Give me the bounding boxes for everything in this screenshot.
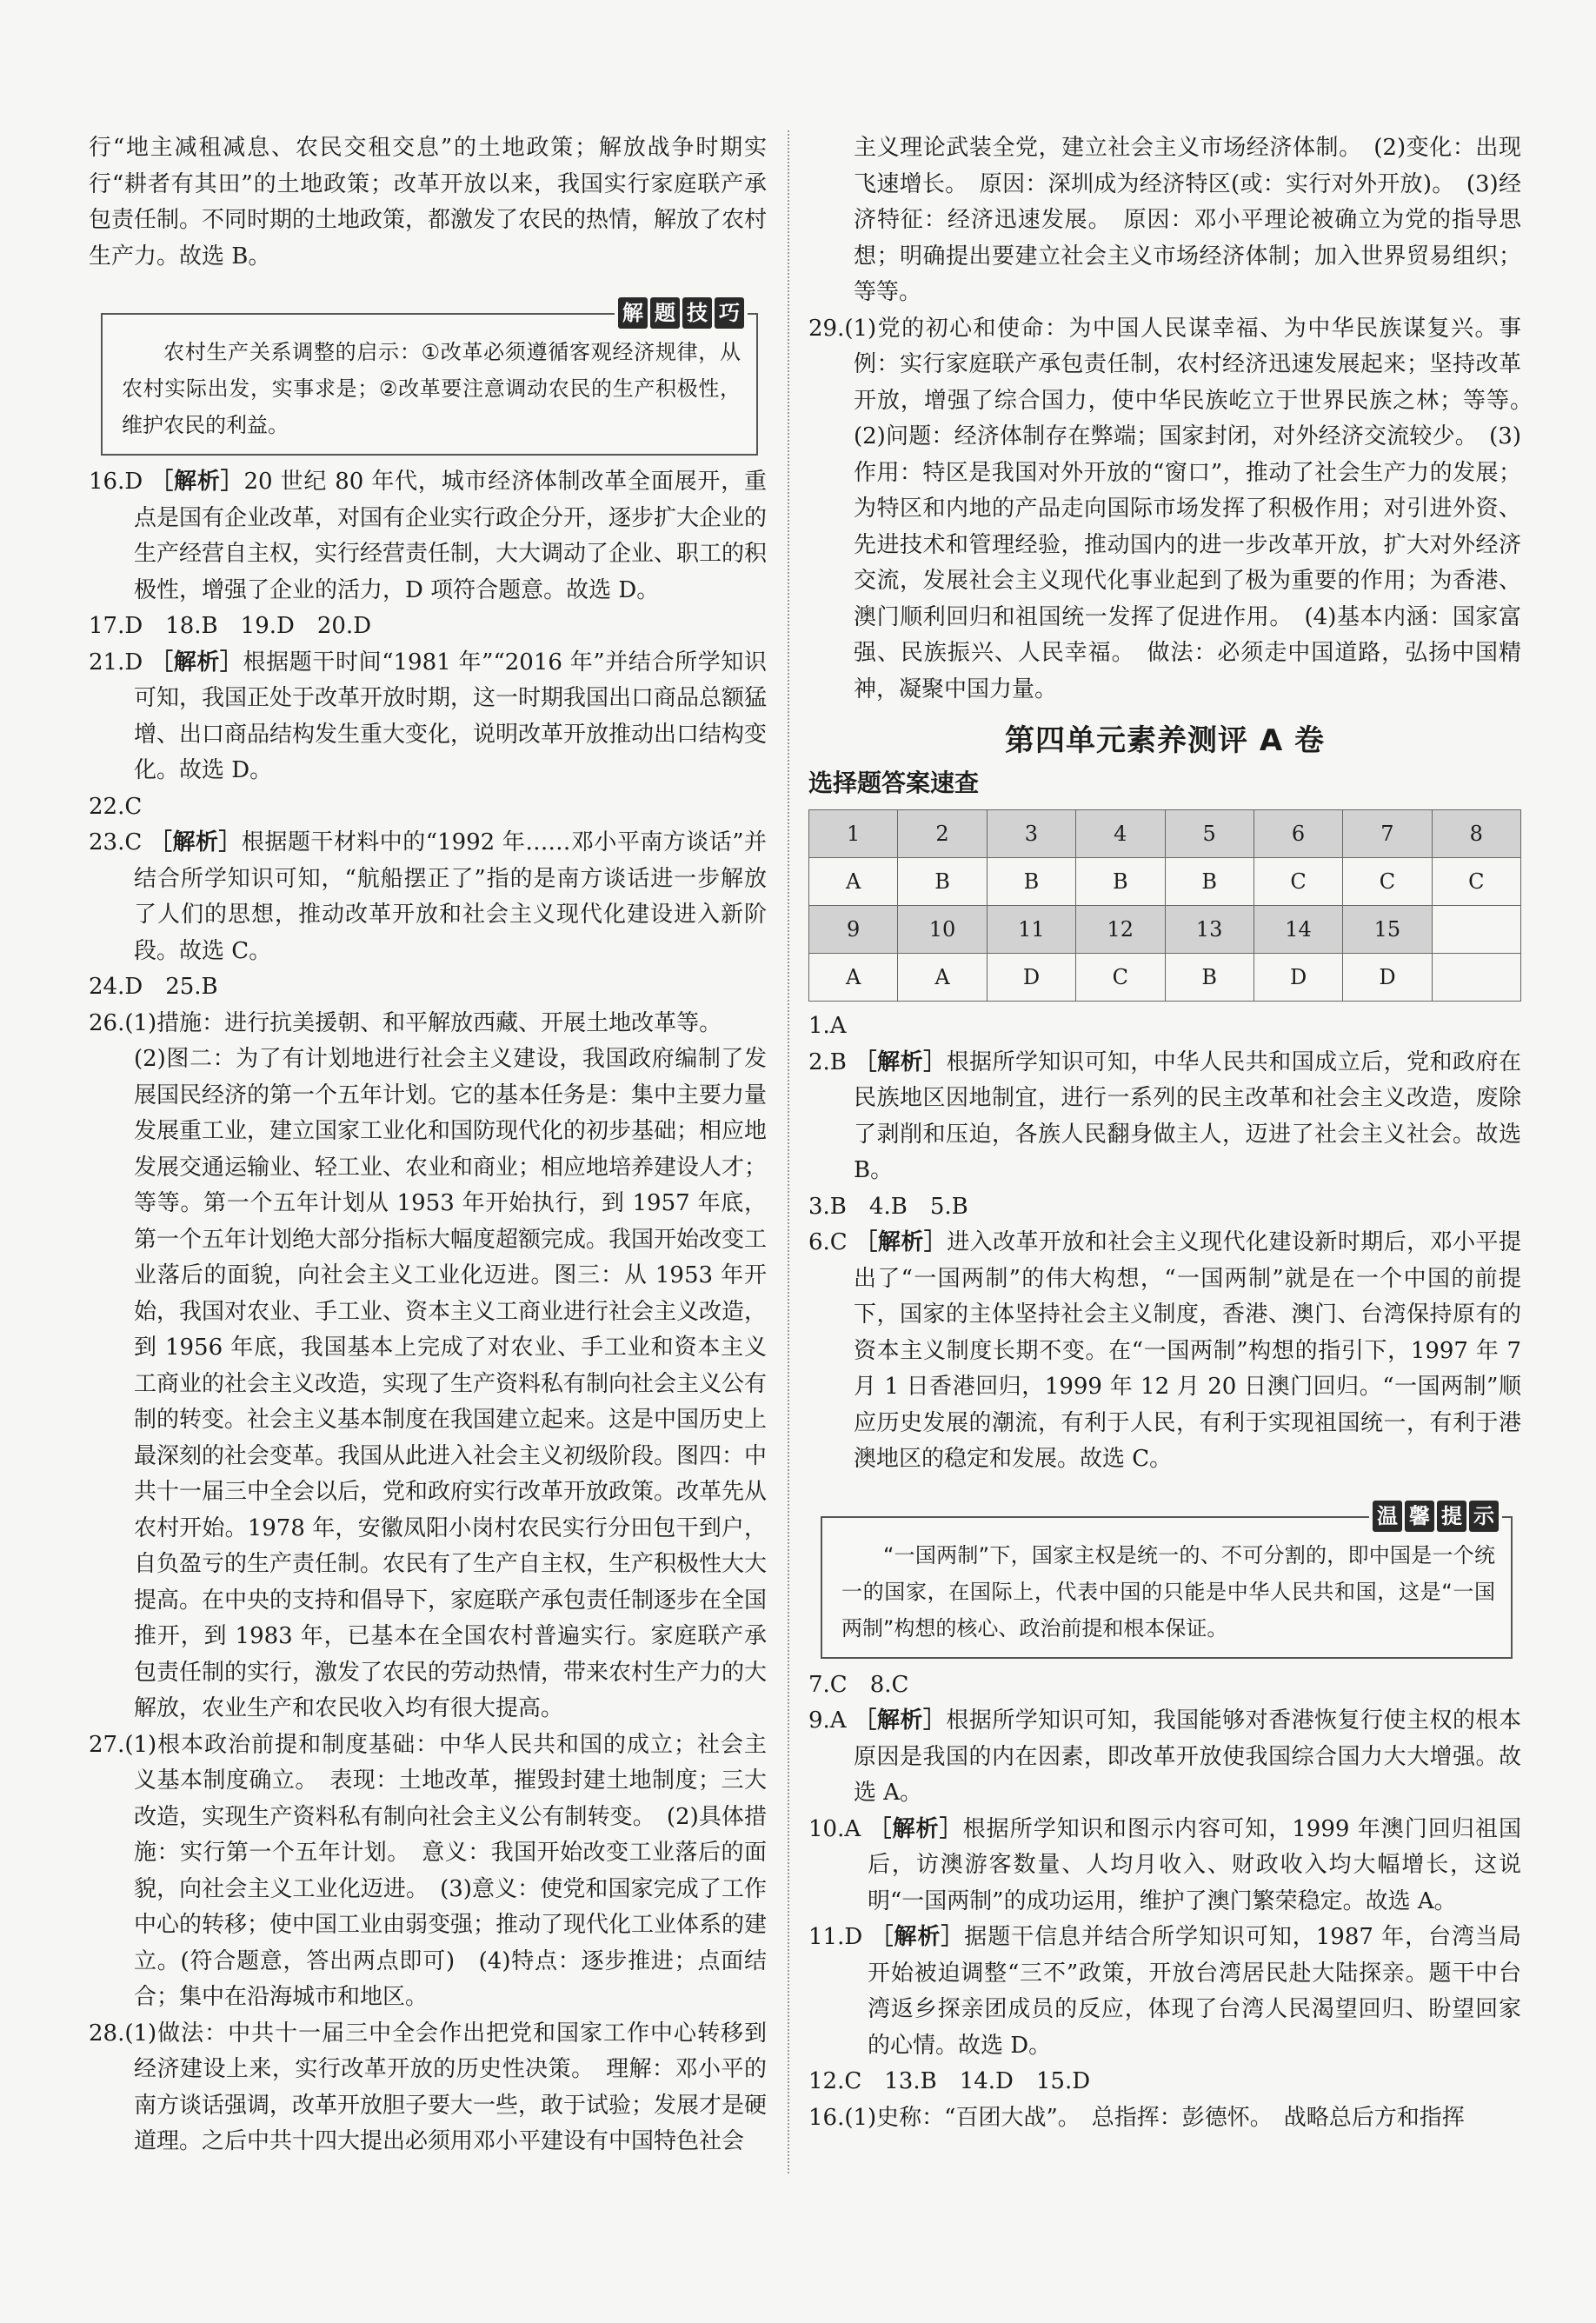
right-column xyxy=(808,130,1545,2136)
solving-tip-box xyxy=(101,301,758,456)
answer-item: 9.A ［解析］根据所学知识可知，我国能够对香港恢复行使主权的根本原因是我国的内在因素，即改革开放使我国综合国力大大增强。故选 A。 xyxy=(808,1707,1521,1806)
table-row: A A D C B D D xyxy=(809,954,1521,1002)
answer-item: 3.B 4.B 5.B xyxy=(808,1193,968,1220)
reminder-tip-label: 温 馨 提 示 xyxy=(1369,1501,1502,1532)
answer-q29: 29.(1)党的初心和使命：为中国人民谋幸福、为中华民族谋复兴。事例：实行家庭联产承包责任制，农村经济迅速发展起来；坚持改革开放，增强了综合国力，使中华民族屹立于世界民族之林；等等。 (2)问题：经济体制存在弊端；国家封闭，对外经济交流较少。 (3)作用：特区是我国对外开放的“窗口”，推动了社会生产力的发展；为特区和内地的产品走向国际市场发挥了积极作用；对引进外资、先进技术和管理经验，推动国内的进一步改革开放，扩大对外经济交流，发展社会主义现代化事业起到了极为重要的作用；为香港、澳门顺利回归和祖国统一发挥了促进作用。 (4)基本内涵：国家富强、民族振兴、人民幸福。 做法：必须走中国道路，弘扬中国精神，凝聚中国力量。 xyxy=(808,315,1545,702)
table-row: 9 10 11 12 13 14 15 xyxy=(809,906,1521,954)
answer-q26-part2: (2)图二：为了有计划地进行社会主义建设，我国政府编制了发展国民经济的第一个五年计划。它的基本任务是：集中主要力量发展重工业，建立国家工业化和国防现代化的初步基础；相应地发展交通运输业、轻工业、农业和商业；相应地培养建设人才；等等。第一个五年计划从 1953 年开始执行，到 1957 年底，第一个五年计划绝大部分指标大幅度超额完成。我国开始改变工业落后的面貌，向社会主义工业化迈进。图三：从 1953 年开始，我国对农业、手工业、资本主义工商业进行社会主义改造，到 1956 年底，我国基本上完成了对农业、手工业和资本主义工商业的社会主义改造，实现了生产资料私有制向社会主义公有制的转变。社会主义基本制度在我国建立起来。这是中国历史上最深刻的社会变革。我国从此进入社会主义初级阶段。图四：中共十一届三中全会以后，党和政府实行改革开放政策。改革先从农村开始。1978 年，安徽凤阳小岗村农民实行分田包干到户，自负盈亏的生产责任制。农民有了生产自主权，生产积极性大大提高。在中央的支持和倡导下，家庭联产承包责任制逐步在全国推开，到 1983 年，已基本在全国农村普遍实行。家庭联产承包责任制的实行，激发了农民的劳动热情，带来农村生产力的大解放，农业生产和农民收入均有很大提高。 xyxy=(134,1046,768,1721)
answer-q26-part1: 26.(1)措施：进行抗美援朝、和平解放西藏、开展土地改革等。 xyxy=(89,1009,722,1036)
answer-item: 16.D ［解析］20 世纪 80 年代，城市经济体制改革全面展开，重点是国有企业改革，对国有企业实行政企分开，逐步扩大企业的生产经营自主权，实行经营责任制，大大调动了企业、职工的积极性，增强了企业的活力，D 项符合题意。故选 D。 xyxy=(89,469,768,603)
left-column xyxy=(89,130,767,2160)
reminder-tip-text: “一国两制”下，国家主权是统一的、不可分割的，即中国是一个统一的国家，在国际上，代表中国的只能是中华人民共和国，这是“一国两制”构想的核心、政治前提和根本保证。 xyxy=(841,1542,1495,1641)
answer-item: 22.C xyxy=(89,793,143,820)
table-row: 1 2 3 4 5 6 7 8 xyxy=(809,810,1521,858)
answer-item: 11.D ［解析］据题干信息并结合所学知识可知，1987 年，台湾当局开始被迫调整“三不”政策，开放台湾居民赴大陆探亲。题干中台湾返乡探亲团成员的反应，体现了台湾人民渴望回归、盼望回家的心情。故选 D。 xyxy=(808,1924,1521,2059)
solving-tip-label: 解 题 技 巧 xyxy=(615,297,748,329)
answer-q28-continued: 主义理论武装全党，建立社会主义市场经济体制。 (2)变化：出现飞速增长。 原因：深圳成为经济特区(或：实行对外开放)。 (3)经济特征：经济迅速发展。 原因：邓小平理论被确立为党的指导思想；明确提出要建立社会主义市场经济体制；加入世界贸易组织；等等。 xyxy=(854,135,1521,305)
answer-item: 2.B ［解析］根据所学知识可知，中华人民共和国成立后，党和政府在民族地区因地制宜，进行一系列的民主改革和社会主义改造，废除了剥削和压迫，各族人民翻身做主人，迈进了社会主义社会。故选 B。 xyxy=(808,1048,1521,1183)
quick-answer-table xyxy=(808,809,1521,1002)
table-row: A B B B B C C C xyxy=(809,858,1521,906)
answer-item: 21.D ［解析］根据题干时间“1981 年”“2016 年”并结合所学知识可知，我国正处于改革开放时期，这一时期我国出口商品总额猛增、出口商品结构发生重大变化，说明改革开放推动出口结构变化。故选 D。 xyxy=(89,649,768,783)
answer-item: 6.C ［解析］进入改革开放和社会主义现代化建设新时期后，邓小平提出了“一国两制”的伟大构想，“一国两制”就是在一个中国的前提下，国家的主体坚持社会主义制度，香港、澳门、台湾保持原有的资本主义制度长期不变。在“一国两制”构想的指引下，1997 年 7 月 1 日香港回归，1999 年 12 月 20 日澳门回归。“一国两制”顺应历史发展的潮流，有利于人民，有利于实现祖国统一，有利于港澳地区的稳定和发展。故选 C。 xyxy=(808,1229,1521,1472)
quick-answer-heading: 选择题答案速查 xyxy=(808,769,980,797)
answer-item: 16.(1)史称：“百团大战”。 总指挥：彭德怀。 战略总后方和指挥 xyxy=(808,2104,1465,2131)
answer-item: 17.D 18.B 19.D 20.D xyxy=(89,613,372,639)
intro-paragraph: 行“地主减租减息、农民交租交息”的土地政策；解放战争时期实行“耕者有其田”的土地政策；改革开放以来，我国实行家庭联产承包责任制。不同时期的土地政策，都激发了农民的热情，解放了农村生产力。故选 B。 xyxy=(89,135,768,270)
answer-q27: 27.(1)根本政治前提和制度基础：中华人民共和国的成立；社会主义基本制度确立。 表现：土地改革，摧毁封建土地制度；三大改造，实现生产资料私有制向社会主义公有制转变。 (2)具体措施：实行第一个五年计划。 意义：我国开始改变工业落后的面貌，向社会主义工业化迈进。 (3)意义：使党和国家完成了工作中心的转移；使中国工业由弱变强；推动了现代化工业体系的建立。(符合题意，答出两点即可) (4)特点：逐步推进；点面结合；集中在沿海城市和地区。 xyxy=(89,1731,768,2010)
section-title: 第四单元素养测评 A 卷 xyxy=(1005,723,1325,758)
answer-item: 24.D 25.B xyxy=(89,974,218,1000)
column-divider xyxy=(788,130,790,2173)
answer-item: 10.A ［解析］根据所学知识和图示内容可知，1999 年澳门回归祖国后，访澳游客数量、人均月收入、财政收入均大幅增长，这说明“一国两制”的成功运用，维护了澳门繁荣稳定。故选 A。 xyxy=(808,1815,1521,1914)
answer-item: 23.C ［解析］根据题干材料中的“1992 年……邓小平南方谈话”并结合所学知识可知，“航船摆正了”指的是南方谈话进一步解放了人们的思想，推动改革开放和社会主义现代化建设进入新阶段。故选 C。 xyxy=(89,829,767,964)
answer-q28: 28.(1)做法：中共十一届三中全会作出把党和国家工作中心转移到经济建设上来，实行改革开放的历史性决策。 理解：邓小平的南方谈话强调，改革开放胆子要大一些，敢于试验；发展才是硬道理。之后中共十四大提出必须用邓小平建设有中国特色社会 xyxy=(89,2020,768,2154)
solving-tip-text: 农村生产关系调整的启示：①改革必须遵循客观经济规律，从农村实际出发，实事求是；②改革要注意调动农民的生产积极性，维护农民的利益。 xyxy=(122,340,741,437)
answer-item: 1.A xyxy=(808,1013,847,1039)
answer-item: 12.C 13.B 14.D 15.D xyxy=(808,2068,1091,2094)
answer-item: 7.C 8.C xyxy=(808,1671,909,1698)
reminder-tip-box xyxy=(821,1503,1513,1659)
